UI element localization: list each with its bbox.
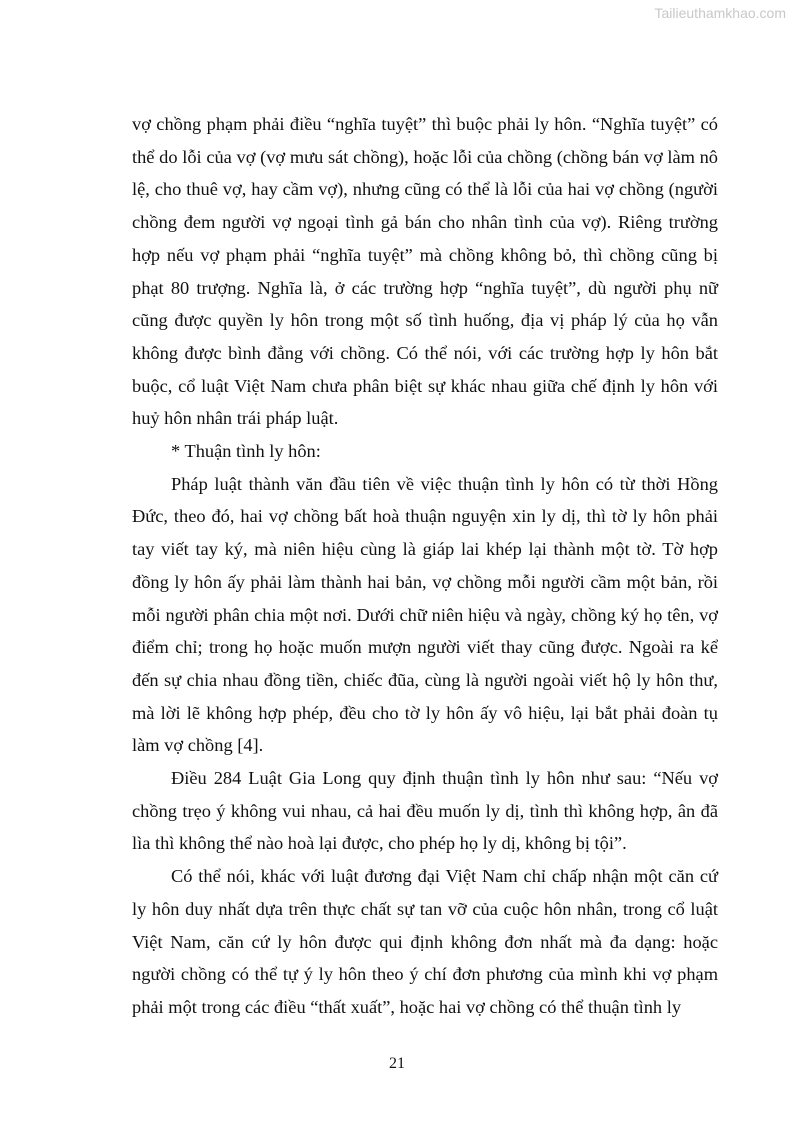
page-body: [132, 108, 718, 1024]
page-number: 21: [389, 1055, 405, 1072]
paragraph-nghia-tuyet: vợ chồng phạm phải điều “nghĩa tuyệt” thì buộc phải ly hôn. “Nghĩa tuyệt” có thể do lỗi của vợ (vợ mưu sát chồng), hoặc lỗi của chồng (chồng bán vợ làm nô lệ, cho thuê vợ, hay cầm vợ), nhưng cũng có thể là lỗi của hai vợ chồng (người chồng đem người vợ ngoại tình gả bán cho nhân tình của vợ). Riêng trường hợp nếu vợ phạm phải “nghĩa tuyệt” mà chồng không bỏ, thì chồng cũng bị phạt 80 trượng. Nghĩa là, ở các trường hợp “nghĩa tuyệt”, dù người phụ nữ cũng được quyền ly hôn trong một số tình huống, địa vị pháp lý của họ vẫn không được bình đẳng với chồng. Có thể nói, với các trường hợp ly hôn bắt buộc, cổ luật Việt Nam chưa phân biệt sự khác nhau giữa chế định ly hôn với huỷ hôn nhân trái pháp luật.: [132, 114, 718, 429]
section-heading-thuan-tinh: * Thuận tình ly hôn:: [171, 441, 321, 462]
paragraph-can-cu-ly-hon: Có thể nói, khác với luật đương đại Việt Nam chỉ chấp nhận một căn cứ ly hôn duy nhất dựa trên thực chất sự tan vỡ của cuộc hôn nhân, trong cổ luật Việt Nam, căn cứ ly hôn được qui định không đơn nhất mà đa dạng: hoặc người chồng có thể tự ý ly hôn theo ý chí đơn phương của mình khi vợ phạm phải một trong các điều “thất xuất”, hoặc hai vợ chồng có thể thuận tình ly: [132, 866, 718, 1017]
paragraph-dieu-284: Điều 284 Luật Gia Long quy định thuận tình ly hôn như sau: “Nếu vợ chồng trẹo ý không vui nhau, cả hai đều muốn ly dị, tình thì không hợp, ân đã lìa thì không thể nào hoà lại được, cho phép họ ly dị, không bị tội”.: [132, 768, 718, 854]
watermark-text: Tailieuthamkhao.com: [654, 5, 786, 21]
paragraph-hong-duc: Pháp luật thành văn đầu tiên về việc thuận tình ly hôn có từ thời Hồng Đức, theo đó, hai vợ chồng bất hoà thuận nguyện xin ly dị, thì tờ ly hôn phải tay viết tay ký, mà niên hiệu cùng là giáp lai khép lại thành một tờ. Tờ hợp đồng ly hôn ấy phải làm thành hai bản, vợ chồng mỗi người cầm một bản, rồi mỗi người phân chia một nơi. Dưới chữ niên hiệu và ngày, chồng ký họ tên, vợ điểm chỉ; trong họ hoặc muốn mượn người viết thay cũng được. Ngoài ra kể đến sự chia nhau đồng tiền, chiếc đũa, cùng là người ngoài viết hộ ly hôn thư, mà lời lẽ không hợp phép, đều cho tờ ly hôn ấy vô hiệu, lại bắt phải đoàn tụ làm vợ chồng [4].: [132, 473, 718, 756]
